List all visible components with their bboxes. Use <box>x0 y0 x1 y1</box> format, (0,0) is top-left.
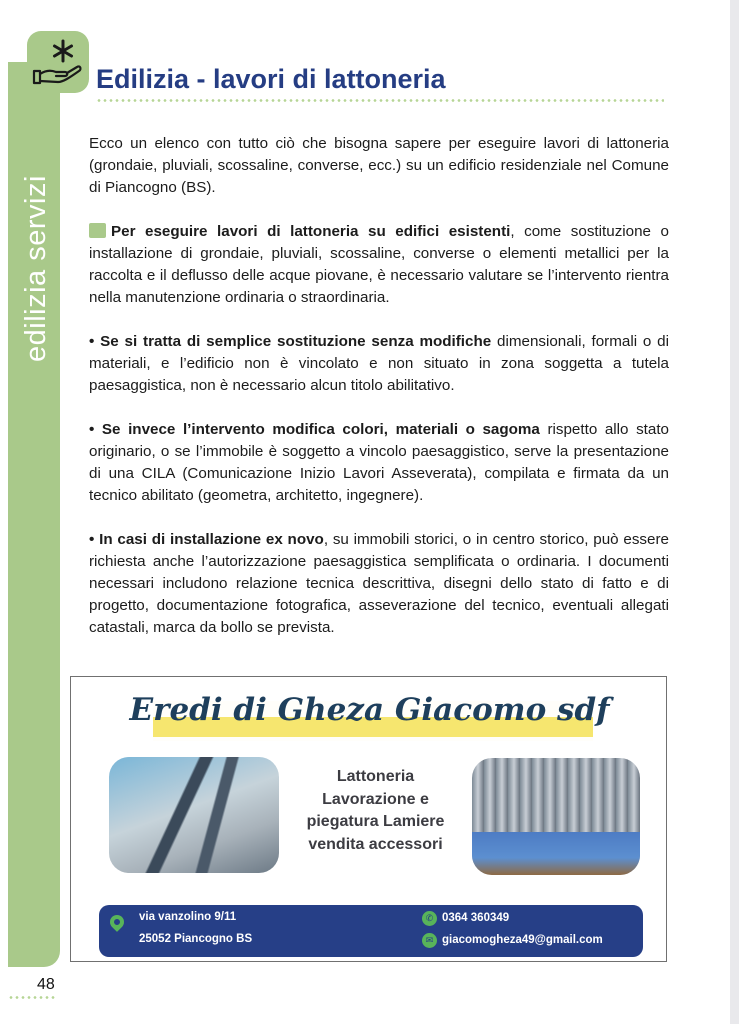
green-square-bullet-icon <box>89 223 106 238</box>
paragraph1-text: , come sostituzione o installazione di grondaie, pluviali, scossaline, converse o elementi metallici per la raccolta e il deflusso delle acque piovane, è necessario valutare se l’intervento rientra nella manutenzione ordinaria o straordinaria. <box>89 223 669 306</box>
bullet-new-installation <box>89 529 669 639</box>
bullet1-bold: Se si tratta di semplice sostituzione senza modifiche <box>100 333 492 350</box>
title-dotted-divider <box>96 99 664 102</box>
ad-service-item: Lattoneria <box>336 768 415 785</box>
bullet2-bold: Se invece l’intervento modifica colori, materiali o sagoma <box>101 421 540 438</box>
bullet1-marker: • <box>89 333 95 350</box>
paragraph1-bold: Per eseguire lavori di lattoneria su edifici esistenti <box>111 223 511 240</box>
bullet3-bold: In casi di installazione ex novo <box>99 531 324 548</box>
workshop-floor-photo-part <box>472 832 640 875</box>
bullet3-text: , su immobili storici, o in centro storico, può essere richiesta anche l’autorizzazione paesaggistica semplificata o ordinaria. I documenti necessari includono relazione tecnica descrittiva, disegni dello stato di fatto e di progetto, documentazione fotografica, asseverazione del tecnico, eventuali allegati catastali, marca da bollo se prevista. <box>89 531 669 636</box>
section-label: edilizia servizi <box>20 175 52 362</box>
bullet2-marker: • <box>89 421 95 438</box>
ad-services-list <box>279 766 472 856</box>
ad-company-name: Eredi di Gheza Giacomo sdf <box>129 692 610 728</box>
ad-contact-bar <box>99 905 643 957</box>
bullet1-text: dimensionali, formali o di materiali, e l’edificio non è vincolato e non situato in zona soggetta a tutela paesaggistica, non è necessario alcun titolo abilitativo. <box>89 333 669 394</box>
bullet3-marker: • <box>89 531 95 548</box>
page-title: Edilizia - lavori di lattoneria <box>96 64 446 94</box>
section-icon-badge <box>27 31 89 93</box>
ad-email[interactable]: giacomogheza49@gmail.com <box>442 934 603 946</box>
section-sidebar <box>8 62 60 967</box>
ad-phone: 0364 360349 <box>442 912 510 924</box>
hand-star-icon <box>27 31 89 93</box>
ad-service-item: vendita accessori <box>308 835 443 853</box>
bullet2-text: rispetto allo stato originario, o se l’immobile è soggetto a vincolo paesaggistico, serve la presentazione di una CILA (Comunicazione Inizio Lavori Asseverata), compilata e firmata da un tecnico abilitato (geometra, architetto, ingegnere). <box>89 421 669 504</box>
ad-service-item: piegatura Lamiere <box>306 813 445 830</box>
ad-address-line2: 25052 Piancogno BS <box>139 933 253 945</box>
bullet-modification-cila <box>89 419 669 507</box>
ad-service-item: Lavorazione e <box>322 790 429 808</box>
location-pin-icon <box>107 912 127 932</box>
paragraph-existing-buildings <box>89 221 669 309</box>
phone-icon: ✆ <box>422 911 437 926</box>
page-number-dots <box>8 996 56 999</box>
bullet-simple-replacement <box>89 331 669 397</box>
sheet-metal-profiles-photo <box>109 757 279 873</box>
article-body <box>89 133 669 661</box>
advertisement-box <box>70 676 667 962</box>
email-icon: ✉ <box>422 933 437 948</box>
page-number: 48 <box>37 976 55 993</box>
intro-paragraph: Ecco un elenco con tutto ciò che bisogna sapere per eseguire lavori di lattoneria (grondaie, pluviali, scossaline, converse, ecc.) su un edificio residenziale nel Comune di Piancogno (BS). <box>89 135 669 196</box>
ad-address-line1: via vanzolino 9/11 <box>139 911 237 923</box>
